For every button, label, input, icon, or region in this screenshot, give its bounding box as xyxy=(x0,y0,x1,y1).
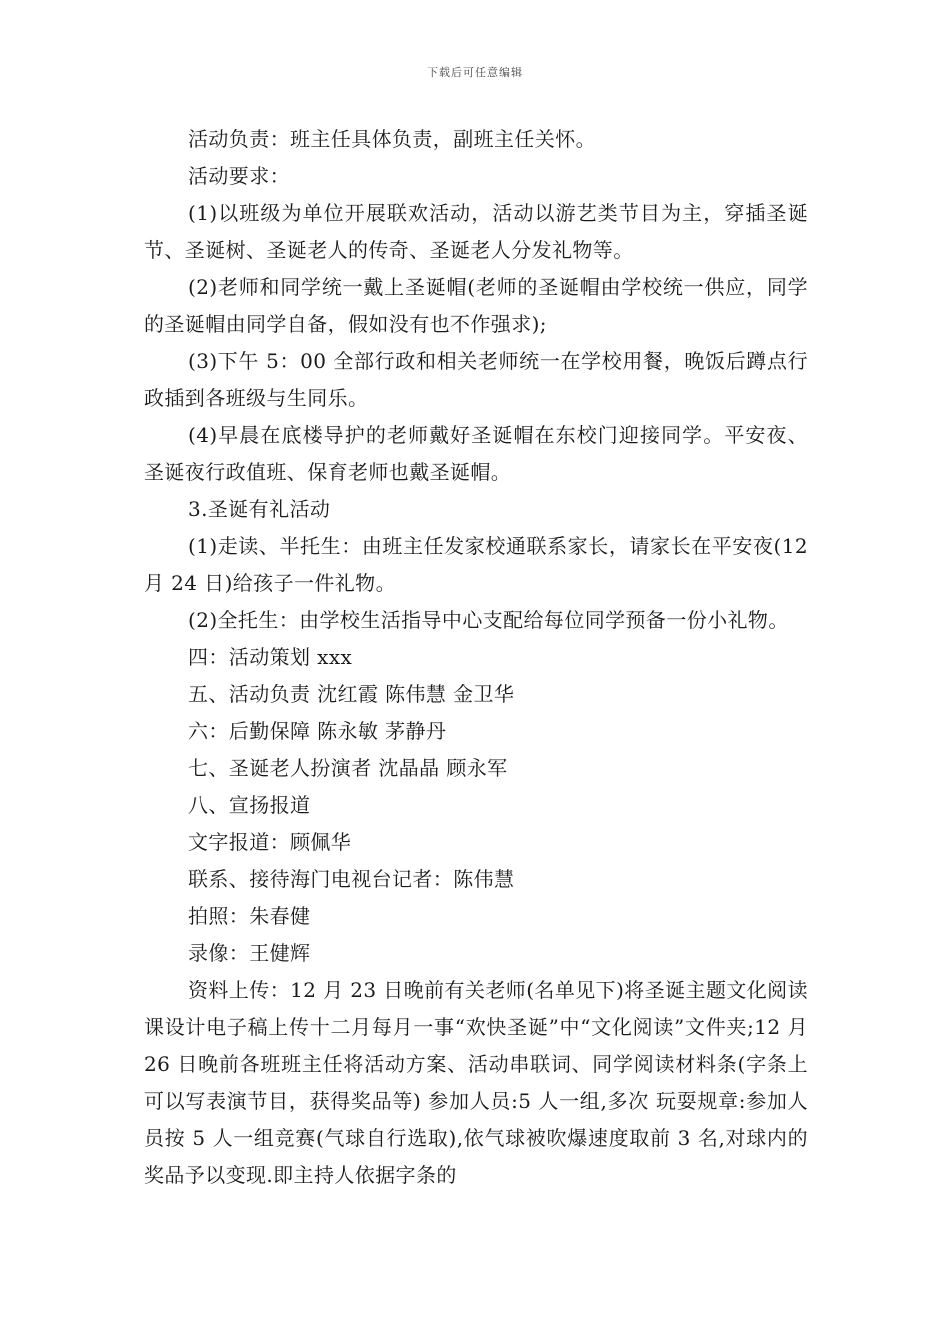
paragraph-publicity: 八、宣扬报道 xyxy=(188,793,311,817)
paragraph-photography: 拍照：朱春健 xyxy=(188,904,311,928)
paragraph-santa-actors: 七、圣诞老人扮演者 沈晶晶 顾永军 xyxy=(188,756,508,780)
paragraph-requirement-3: (3)下午 5：00 全部行政和相关老师统一在学校用餐，晚饭后蹲点行政插到各班级与生同乐。 xyxy=(144,349,808,410)
paragraph-video: 录像：王健辉 xyxy=(188,941,311,965)
document-body xyxy=(144,121,808,1194)
paragraph-responsible-persons: 五、活动负责 沈红霞 陈伟慧 金卫华 xyxy=(188,682,515,706)
paragraph-material-upload: 资料上传：12 月 23 日晚前有关老师(名单见下)将圣诞主题文化阅读课设计电子稿上传十二月每月一事“欢快圣诞”中“文化阅读”文件夹;12 月 26 日晚前各班班主任将活动方案、活动串联词、同学阅读材料条(字条上可以写表演节目，获得奖品等) 参加人员:5 人一组,多次 玩耍规章:参加人员按 5 人一组竞赛(气球自行选取),依气球被吹爆速度取前 3 名,对球内的奖品予以变现.即主持人依据字条的 xyxy=(144,978,808,1187)
paragraph-text-report: 文字报道：顾佩华 xyxy=(188,830,352,854)
paragraph-gift-day-students: (1)走读、半托生：由班主任发家校通联系家长，请家长在平安夜(12 月 24 日)给孩子一件礼物。 xyxy=(144,534,808,595)
page-header: 下载后可任意编辑 xyxy=(427,66,523,79)
paragraph-section-gift-activity: 3.圣诞有礼活动 xyxy=(188,497,331,521)
paragraph-planning: 四：活动策划 xxx xyxy=(188,645,353,669)
paragraph-requirement-2: (2)老师和同学统一戴上圣诞帽(老师的圣诞帽由学校统一供应，同学的圣诞帽由同学自备，假如没有也不作强求); xyxy=(144,275,808,336)
paragraph-requirement-1: (1)以班级为单位开展联欢活动，活动以游艺类节目为主，穿插圣诞节、圣诞树、圣诞老人的传奇、圣诞老人分发礼物等。 xyxy=(144,201,808,262)
paragraph-activity-responsibility: 活动负责：班主任具体负责，副班主任关怀。 xyxy=(188,127,596,151)
paragraph-tv-contact: 联系、接待海门电视台记者：陈伟慧 xyxy=(188,867,515,891)
paragraph-activity-requirements: 活动要求： xyxy=(188,164,290,188)
paragraph-logistics: 六：后勤保障 陈永敏 茅静丹 xyxy=(188,719,447,743)
paragraph-requirement-4: (4)早晨在底楼导护的老师戴好圣诞帽在东校门迎接同学。平安夜、圣诞夜行政值班、保育老师也戴圣诞帽。 xyxy=(144,423,808,484)
paragraph-gift-boarding-students: (2)全托生：由学校生活指导中心支配给每位同学预备一份小礼物。 xyxy=(188,608,789,632)
